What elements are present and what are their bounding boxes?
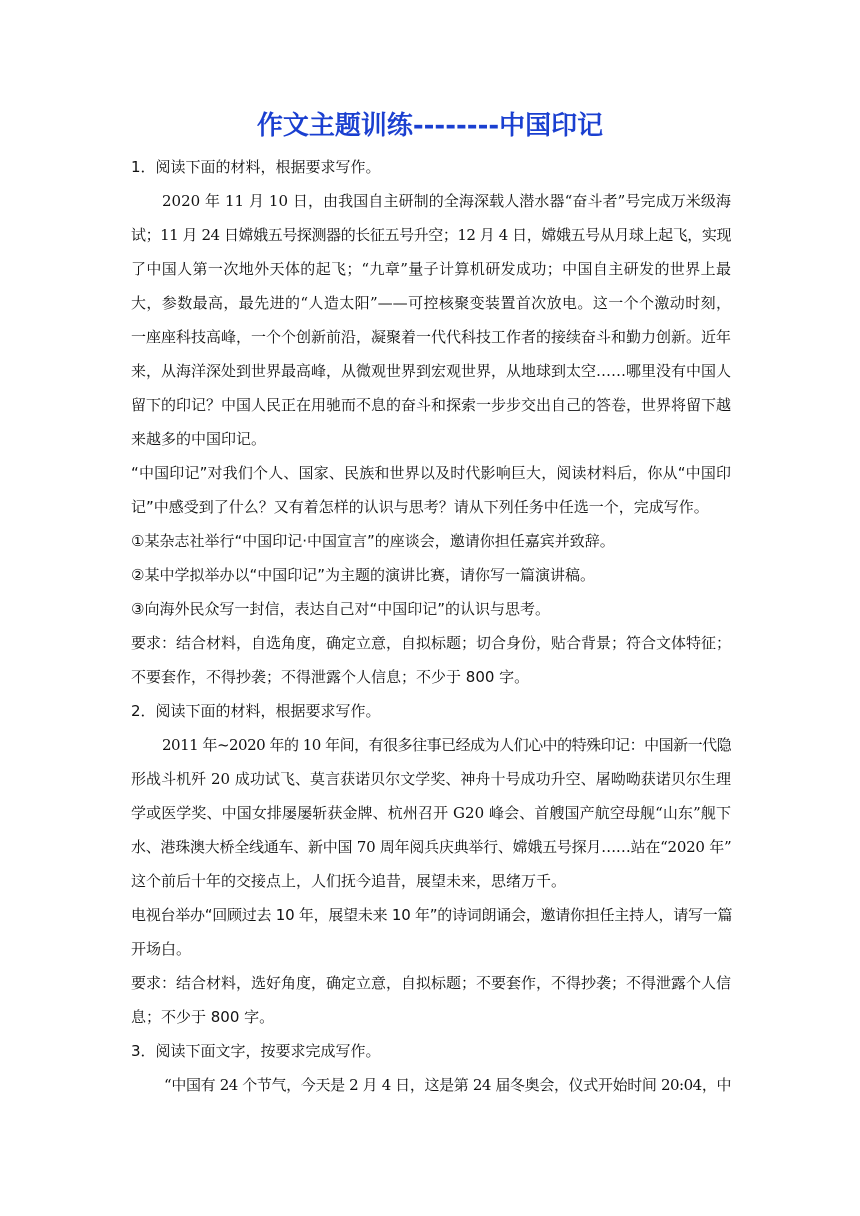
paragraph-line: 2011 年~2020 年的 10 年间，有很多往事已经成为人们心中的特殊印记：中国新一代隐 — [162, 736, 732, 754]
paragraph-line: 了中国人第一次地外天体的起飞；“九章”量子计算机研发成功；中国自主研发的世界上最 — [131, 260, 731, 278]
paragraph-line: 来，从海洋深处到世界最高峰，从微观世界到宏观世界，从地球到太空……哪里没有中国人 — [131, 362, 732, 380]
question-1-prompt: 1．阅读下面的材料，根据要求写作。 — [131, 158, 381, 176]
paragraph-line: 2020 年 11 月 10 日，由我国自主研制的全海深载人潜水器“奋斗者”号完成万米级海 — [162, 192, 731, 210]
paragraph-line: 大，参数最高，最先进的“人造太阳”——可控核聚变装置首次放电。这一个个激动时刻， — [131, 294, 731, 312]
requirements-line: 息；不少于 800 字。 — [131, 1008, 275, 1026]
paragraph-line: “中国印记”对我们个人、国家、民族和世界以及时代影响巨大，阅读材料后，你从“中国印 — [131, 464, 731, 482]
task-option-2: ②某中学拟举办以“中国印记”为主题的演讲比赛，请你写一篇演讲稿。 — [131, 566, 595, 584]
paragraph-line: 来越多的中国印记。 — [131, 430, 267, 448]
task-option-3: ③向海外民众写一封信，表达自己对“中国印记”的认识与思考。 — [131, 600, 550, 618]
paragraph-line: “中国有 24 个节气，今天是 2 月 4 日，这是第 24 届冬奥会，仪式开始时间 20:04，中 — [164, 1076, 731, 1094]
requirements-line: 要求：结合材料，自选角度，确定立意，自拟标题；切合身份，贴合背景；符合文体特征； — [131, 634, 732, 652]
task-option-1: ①某杂志社举行“中国印记·中国宣言”的座谈会，邀请你担任嘉宾并致辞。 — [131, 532, 615, 550]
paragraph-line: 记”中感受到了什么？又有着怎样的认识与思考？请从下列任务中任选一个，完成写作。 — [131, 498, 709, 516]
question-2-prompt: 2．阅读下面的材料，根据要求写作。 — [131, 702, 381, 720]
paragraph-line: 试；11 月 24 日嫦娥五号探测器的长征五号升空；12 月 4 日，嫦娥五号从月球上起飞，实现 — [131, 226, 731, 244]
paragraph-line: 留下的印记？中国人民正在用驰而不息的奋斗和探索一步步交出自己的答卷，世界将留下越 — [131, 396, 732, 414]
requirements-line: 要求：结合材料，选好角度，确定立意，自拟标题；不要套作，不得抄袭；不得泄露个人信 — [131, 974, 732, 992]
document-title: 作文主题训练--------中国印记 — [256, 111, 604, 141]
paragraph-line: 学或医学奖、中国女排屡屡斩获金牌、杭州召开 G20 峰会、首艘国产航空母舰“山东”舰下 — [131, 804, 731, 822]
paragraph-line: 一座座科技高峰，一个个创新前沿，凝聚着一代代科技工作者的接续奋斗和勤力创新。近年 — [131, 328, 732, 346]
paragraph-line: 水、港珠澳大桥全线通车、新中国 70 周年阅兵庆典举行、嫦娥五号探月……站在“2020 年” — [131, 838, 732, 856]
paragraph-line: 电视台举办“回顾过去 10 年，展望未来 10 年”的诗词朗诵会，邀请你担任主持人，请写一篇 — [131, 906, 733, 924]
requirements-line: 不要套作，不得抄袭；不得泄露个人信息；不少于 800 字。 — [131, 668, 530, 686]
question-3-prompt: 3．阅读下面文字，按要求完成写作。 — [131, 1042, 381, 1060]
paragraph-line: 形战斗机歼 20 成功试飞、莫言获诺贝尔文学奖、神舟十号成功升空、屠呦呦获诺贝尔生理 — [131, 770, 731, 788]
paragraph-line: 这个前后十年的交接点上，人们抚今追昔，展望未来，思绪万千。 — [131, 872, 567, 890]
paragraph-line: 开场白。 — [131, 940, 192, 958]
